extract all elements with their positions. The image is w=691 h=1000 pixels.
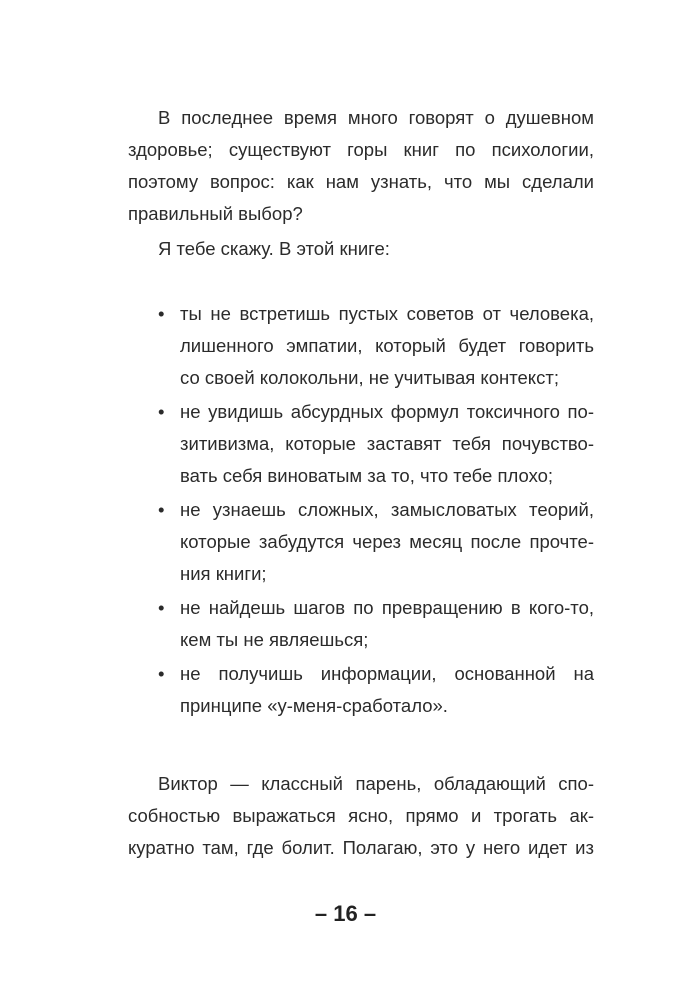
paragraph-line: собностью выражаться ясно, прямо и трогать ак-: [128, 805, 594, 826]
list-item-line: ты не встретишь пустых советов от человека,: [180, 303, 594, 324]
bullet-mark: •: [158, 499, 165, 520]
list-item-line: зитивизма, которые заставят тебя почувство-: [180, 433, 594, 454]
list-item-line: вать себя виноватым за то, что тебе плохо;: [180, 465, 554, 486]
list-item: [128, 298, 594, 394]
bullet-mark: •: [158, 401, 165, 422]
bullet-mark: •: [158, 303, 165, 324]
list-item-line: не увидишь абсурдных формул токсичного по-: [180, 401, 594, 422]
paragraph-line: В последнее время много говорят о душевном: [158, 107, 594, 128]
list-item-line: не узнаешь сложных, замысловатых теорий,: [180, 499, 594, 520]
list-item: [128, 396, 594, 492]
list-item-line: принципе «у-меня-сработало».: [180, 695, 448, 716]
list-item-line: не найдешь шагов по превращению в кого-то,: [180, 597, 594, 618]
paragraph-line: поэтому вопрос: как нам узнать, что мы сделали: [128, 171, 594, 192]
paragraph-line: здоровье; существуют горы книг по психологии,: [128, 139, 594, 160]
list-item-line: которые забудутся через месяц после прочте-: [180, 531, 594, 552]
paragraph-closing: [128, 768, 594, 864]
intro-sentence: Я тебе скажу. В этой книге:: [158, 238, 390, 259]
list-item-line: со своей колокольни, не учитывая контекст;: [180, 367, 559, 388]
paragraph-opening: [128, 102, 594, 230]
list-item: [128, 494, 594, 590]
bullet-mark: •: [158, 597, 165, 618]
paragraph-line: правильный выбор?: [128, 203, 303, 224]
page-number: – 16 –: [314, 901, 377, 926]
bullet-mark: •: [158, 663, 165, 684]
paragraph-line: Виктор — классный парень, обладающий спо-: [158, 773, 594, 794]
list-item: [128, 658, 594, 722]
list-item: [128, 592, 594, 656]
list-item-line: не получишь информации, основанной на: [180, 663, 594, 684]
list-item-line: кем ты не являешься;: [180, 629, 369, 650]
paragraph-line: куратно там, где болит. Полагаю, это у него идет из: [128, 837, 594, 858]
bullet-list: [128, 298, 594, 722]
list-item-line: лишенного эмпатии, который будет говорить: [180, 335, 594, 356]
list-item-line: ния книги;: [180, 563, 267, 584]
